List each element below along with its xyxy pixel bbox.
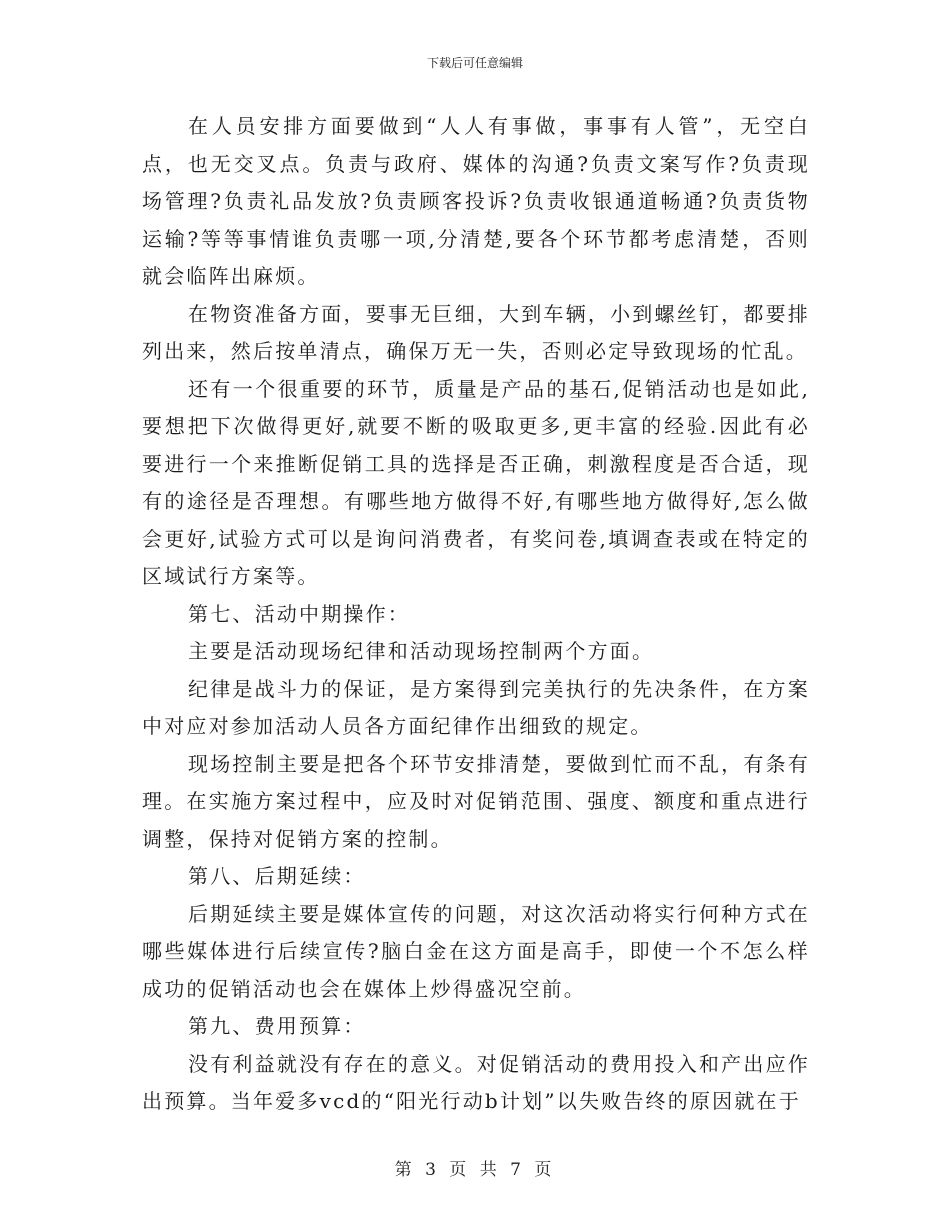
paragraph-budget: 没有利益就没有存在的意义。对促销活动的费用投入和产出应作出预算。当年爱多vcd的“阳光行动b计划”以失败告终的原因就在于 — [142, 1051, 810, 1113]
section-heading-8: 第八、后期延续： — [188, 864, 366, 888]
paragraph-follow-up: 后期延续主要是媒体宣传的问题，对这次活动将实行何种方式在哪些媒体进行后续宣传?脑白金在这方面是高手，即使一个不怎么样成功的促销活动也会在媒体上炒得盛况空前。 — [142, 901, 810, 1001]
paragraph-mid-term: 主要是活动现场纪律和活动现场控制两个方面。 — [188, 639, 655, 663]
document-body — [142, 108, 810, 1121]
page-header: 下载后可任意编辑 — [426, 56, 523, 70]
page-number: 第 3 页 共 7 页 — [394, 1160, 556, 1180]
paragraph-materials: 在物资准备方面，要事无巨细，大到车辆，小到螺丝钉，都要排列出来，然后按单清点，确保万无一失，否则必定导致现场的忙乱。 — [142, 301, 810, 363]
paragraph-staffing: 在人员安排方面要做到“人人有事做，事事有人管”，无空白点，也无交叉点。负责与政府、媒体的沟通?负责文案写作?负责现场管理?负责礼品发放?负责顾客投诉?负责收银通道畅通?负责货物运输?等等事情谁负责哪一项,分清楚,要各个环节都考虑清楚，否则就会临阵出麻烦。 — [142, 114, 810, 288]
paragraph-site-control: 现场控制主要是把各个环节安排清楚，要做到忙而不乱，有条有理。在实施方案过程中，应及时对促销范围、强度、额度和重点进行调整，保持对促销方案的控制。 — [142, 751, 810, 851]
paragraph-evaluation: 还有一个很重要的环节，质量是产品的基石,促销活动也是如此,要想把下次做得更好,就要不断的吸取更多,更丰富的经验.因此有必要进行一个来推断促销工具的选择是否正确，刺激程度是否合适，现有的途径是否理想。有哪些地方做得不好,有哪些地方做得好,怎么做会更好,试验方式可以是询问消费者，有奖问卷,填调查表或在特定的区域试行方案等。 — [142, 376, 810, 588]
section-heading-9: 第九、费用预算： — [188, 1014, 366, 1038]
section-heading-7: 第七、活动中期操作： — [188, 601, 410, 626]
paragraph-discipline: 纪律是战斗力的保证，是方案得到完美执行的先决条件，在方案中对应对参加活动人员各方面纪律作出细致的规定。 — [142, 676, 810, 738]
